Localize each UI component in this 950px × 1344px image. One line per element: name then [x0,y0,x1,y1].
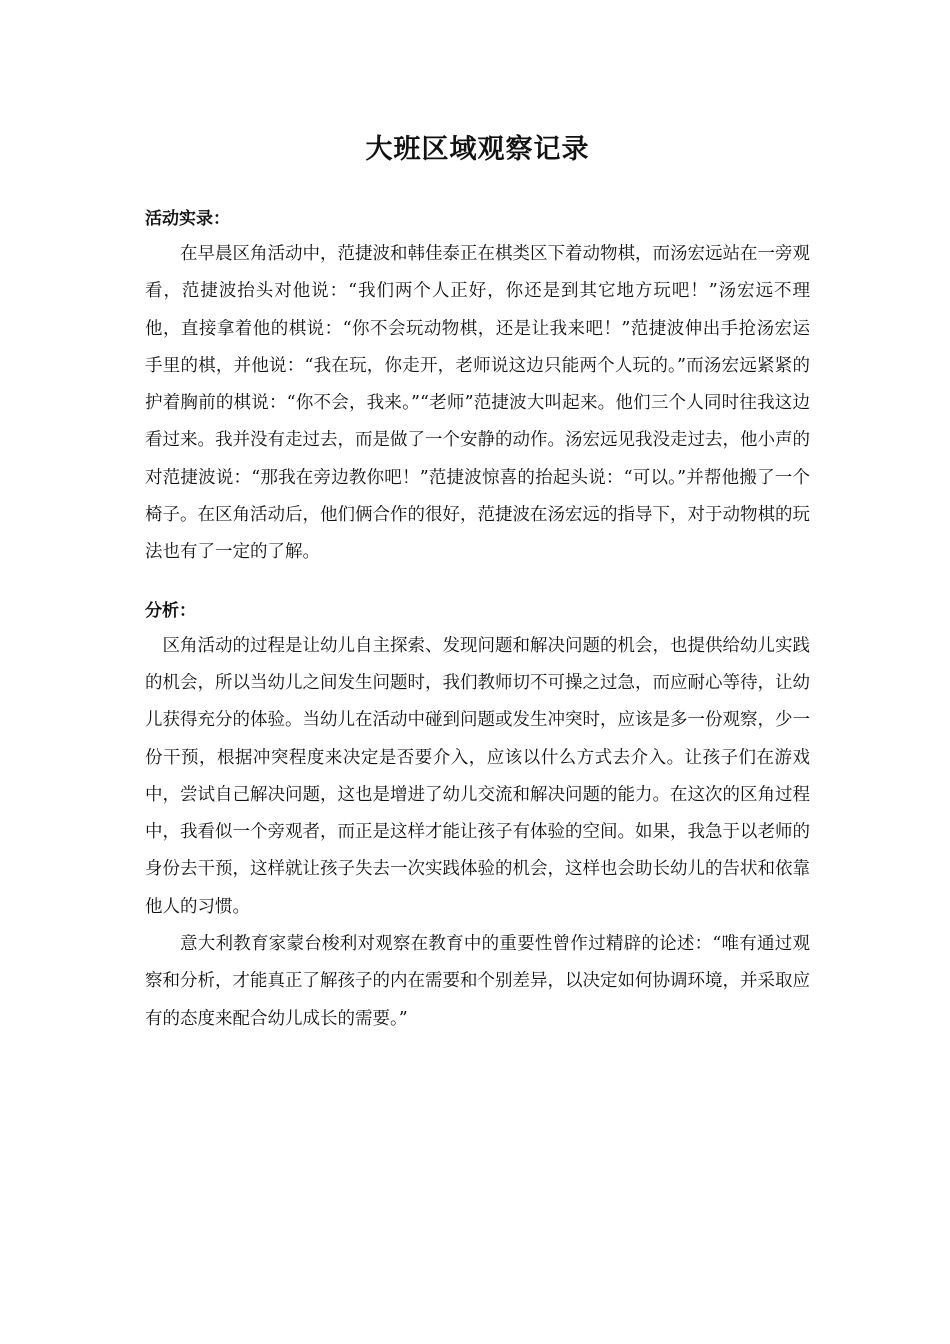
section-heading-activity: 活动实录： [145,209,230,229]
section-activity-record [145,208,810,572]
section-heading-analysis: 分析： [145,600,196,621]
document-page [145,130,810,1038]
section-analysis [145,600,810,1038]
section-gap [145,572,810,600]
paragraph-activity: 在早晨区角活动中，范捷波和韩佳泰正在棋类区下着动物棋，而汤宏远站在一旁观看，范捷波抬头对他说：“我们两个人正好，你还是到其它地方玩吧！”汤宏远不理他，直接拿着他的棋说：“你不会玩动物棋，还是让我来吧！”范捷波伸出手抢汤宏运手里的棋，并他说：“我在玩，你走开，老师说这边只能两个人玩的。”而汤宏远紧紧的护着胸前的棋说：“你不会，我来。”“老师”范捷波大叫起来。他们三个人同时往我这边看过来。我并没有走过去，而是做了一个安静的动作。汤宏远见我没走过去，他小声的对范捷波说：“那我在旁边教你吧！”范捷波惊喜的抬起头说：“可以。”并帮他搬了一个椅子。在区角活动后，他们俩合作的很好，范捷波在汤宏远的指导下，对于动物棋的玩法也有了一定的了解。 [145,244,810,563]
paragraph-analysis-1: 区角活动的过程是让幼儿自主探索、发现问题和解决问题的机会，也提供给幼儿实践的机会，所以当幼儿之间发生问题时，我们教师切不可操之过急，而应耐心等待，让幼儿获得充分的体验。当幼儿在活动中碰到问题或发生冲突时，应该是多一份观察，少一份干预，根据冲突程度来决定是否要介入，应该以什么方式去介入。让孩子们在游戏中，尝试自己解决问题，这也是增进了幼儿交流和解决问题的能力。在这次的区角过程中，我看似一个旁观者，而正是这样才能让孩子有体验的空间。如果，我急于以老师的身份去干预，这样就让孩子失去一次实践体验的机会，这样也会助长幼儿的告状和依靠他人的习惯。 [145,635,810,917]
document-title: 大班区域观察记录 [365,134,590,165]
paragraph-analysis-2: 意大利教育家蒙台梭利对观察在教育中的重要性曾作过精辟的论述：“唯有通过观察和分析，才能真正了解孩子的内在需要和个别差异，以决定如何协调环境，并采取应有的态度来配合幼儿成长的需要。” [145,934,810,1029]
